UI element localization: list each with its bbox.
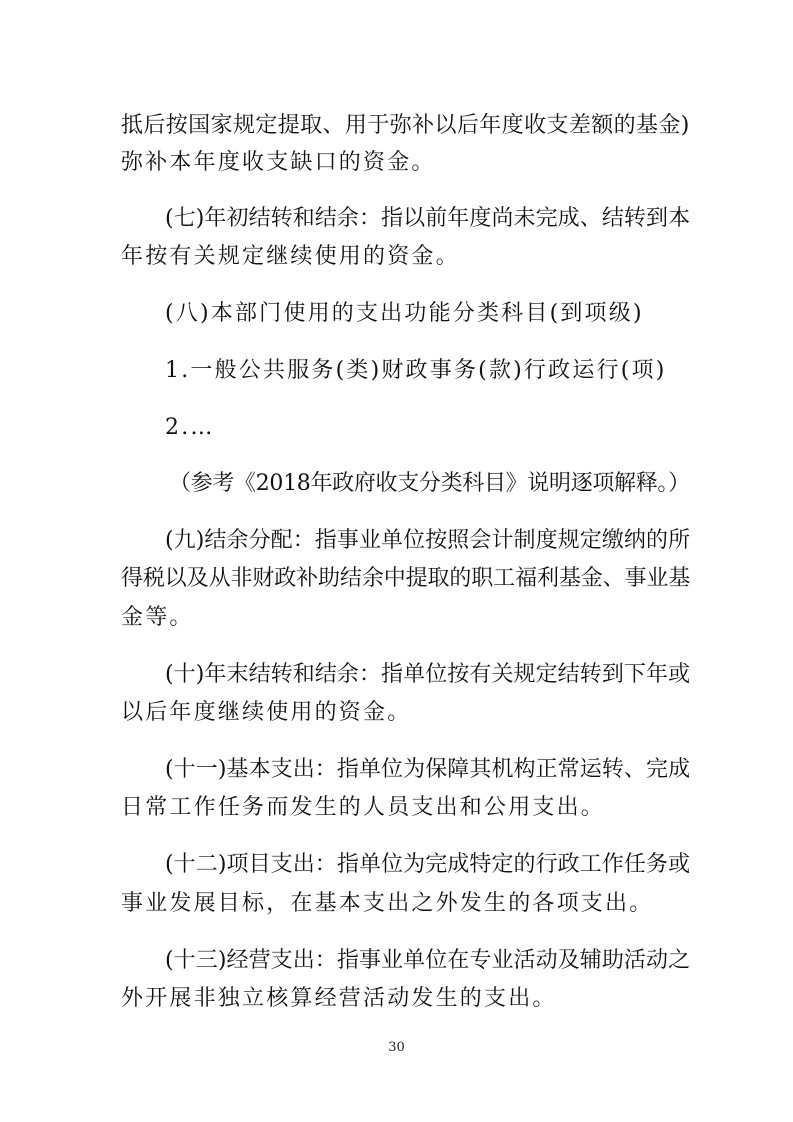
page-number: 30 xyxy=(388,1040,405,1055)
paragraph-line: 弥补本年度收支缺口的资金。 xyxy=(121,150,436,175)
paragraph-line: 1.一般公共服务(类)财政事务(款)行政运行(项) xyxy=(165,358,667,383)
paragraph-line: (十二)项目支出：指单位为完成特定的行政工作任务或 xyxy=(165,852,691,877)
paragraph-line: 以后年度继续使用的资金。 xyxy=(121,700,412,725)
paragraph-line: (十)年末结转和结余：指单位按有关规定结转到下年或 xyxy=(165,662,691,687)
paragraph-line: (十三)经营支出：指事业单位在专业活动及辅助活动之 xyxy=(165,948,691,973)
paragraph-line: (七)年初结转和结余：指以前年度尚未完成、结转到本 xyxy=(165,206,691,231)
paragraph-line: (十一)基本支出：指单位为保障其机构正常运转、完成 xyxy=(165,757,691,782)
paragraph-line: (八)本部门使用的支出功能分类科目(到项级) xyxy=(165,301,644,326)
reference-note: （参考《2018年政府收支分类科目》说明逐项解释。） xyxy=(169,471,690,496)
paragraph-line: 得税以及从非财政补助结余中提取的职工福利基金、事业基 xyxy=(121,566,691,591)
paragraph-line: (九)结余分配：指事业单位按照会计制度规定缴纳的所 xyxy=(165,528,691,553)
paragraph-line: 外开展非独立核算经营活动发生的支出。 xyxy=(121,986,557,1011)
paragraph-line: 金等。 xyxy=(121,605,194,630)
paragraph-line: 年按有关规定继续使用的资金。 xyxy=(121,244,460,269)
paragraph-line: 事业发展目标，在基本支出之外发生的各项支出。 xyxy=(121,891,654,916)
paragraph-line: 抵后按国家规定提取、用于弥补以后年度收支差额的基金) xyxy=(121,113,690,138)
paragraph-line: 2.… xyxy=(165,415,215,440)
paragraph-line: 日常工作任务而发生的人员支出和公用支出。 xyxy=(121,795,606,820)
